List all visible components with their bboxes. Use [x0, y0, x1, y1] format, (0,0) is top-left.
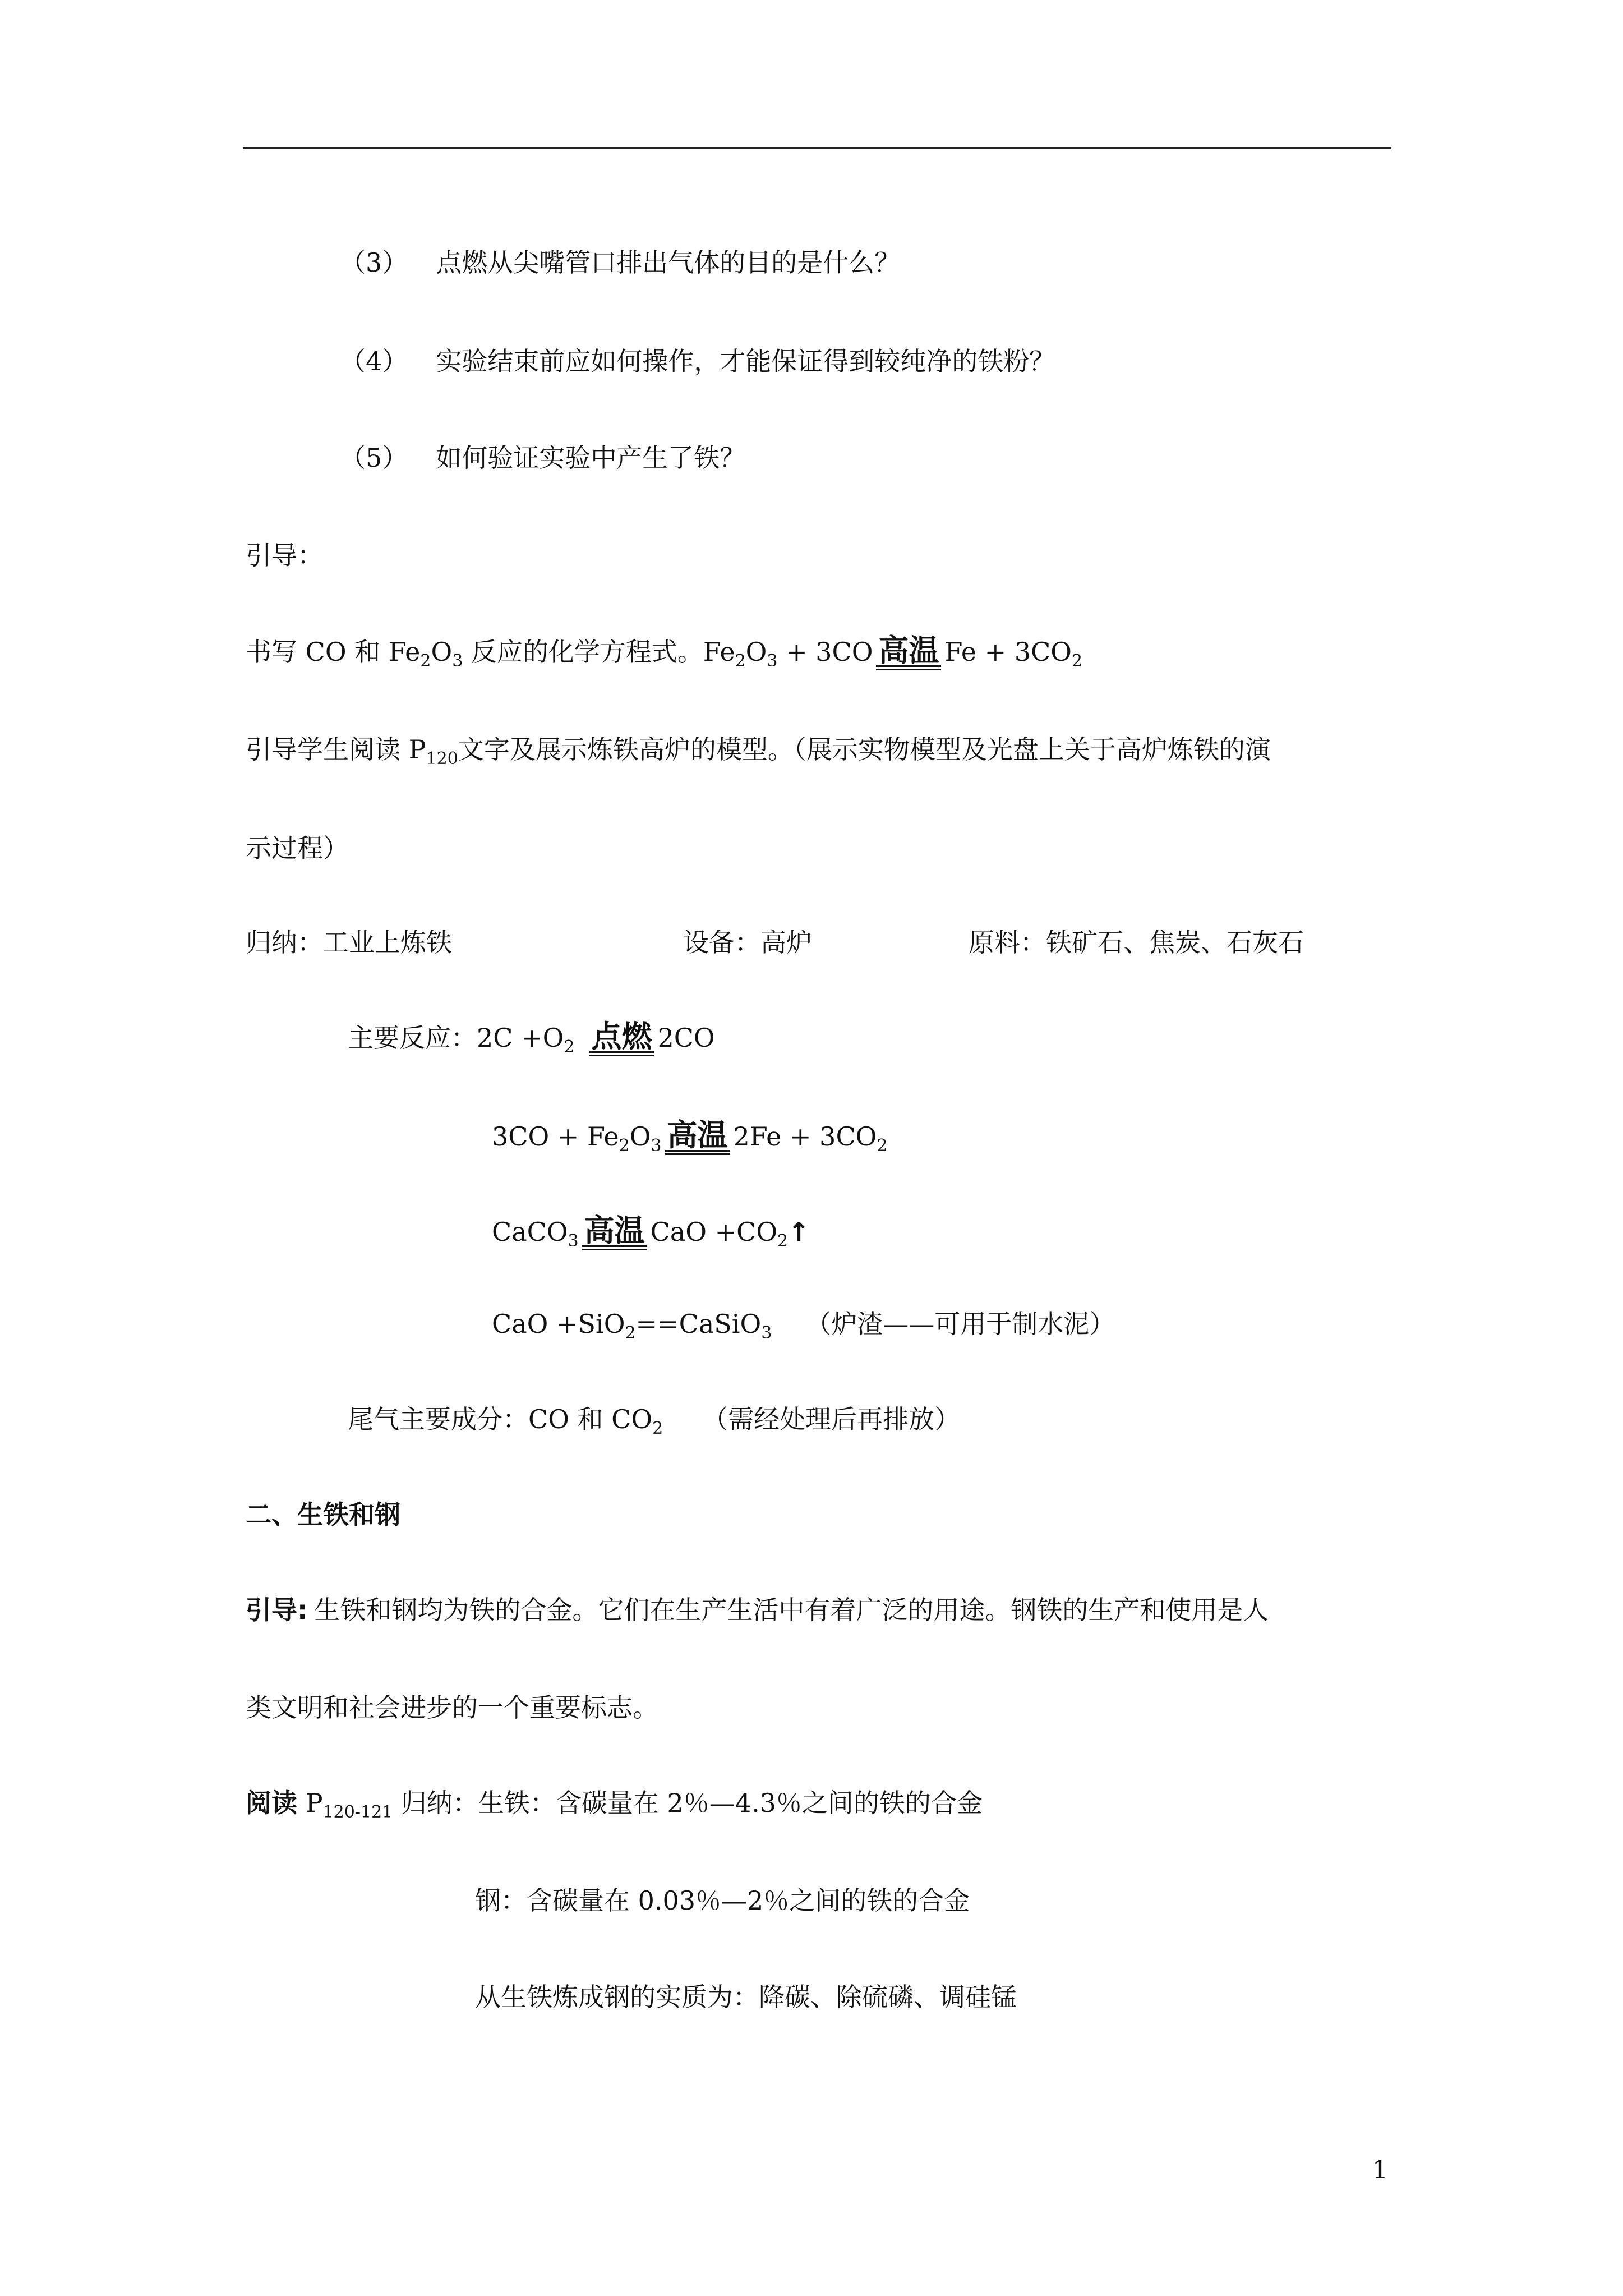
subscript: 120-121	[322, 1802, 393, 1822]
subscript: 2	[1072, 651, 1083, 671]
text: 归纳：生铁：含碳量在 2％—4.3％之间的铁的合金	[393, 1788, 983, 1818]
subscript: 3	[761, 1323, 772, 1343]
reaction-condition: 高温	[582, 1216, 647, 1250]
text: ==CaSiO	[635, 1309, 762, 1339]
subscript: 2	[564, 1037, 575, 1057]
reaction-2	[492, 1117, 888, 1156]
read-label: 阅读	[246, 1788, 297, 1818]
intro-para-line-2: 类文明和社会进步的一个重要标志。	[246, 1692, 658, 1723]
subscript: 2	[735, 651, 746, 671]
question-text: 如何验证实验中产生了铁？	[436, 443, 746, 473]
text: + 3CO	[777, 637, 873, 667]
text: 2CO	[657, 1023, 715, 1053]
reaction-condition: 高温	[876, 636, 941, 670]
subscript: 2	[877, 1136, 888, 1156]
reaction-condition: 点燃	[589, 1022, 654, 1056]
text: 尾气主要成分：CO 和 CO	[348, 1404, 653, 1434]
reactions-label: 主要反应：	[348, 1023, 477, 1053]
text: P	[297, 1788, 323, 1818]
question-number: （4）	[340, 346, 408, 376]
reaction-condition: 高温	[665, 1121, 730, 1155]
reaction-1	[348, 1021, 715, 1056]
subscript: 2	[420, 651, 431, 671]
tail-gas	[348, 1402, 960, 1436]
text: CaO +CO	[650, 1217, 778, 1247]
text: 2Fe + 3CO	[733, 1121, 877, 1152]
question-4	[340, 344, 1055, 378]
text: O	[431, 637, 453, 667]
reaction-4	[492, 1307, 1115, 1341]
text: 反应的化学方程式。Fe	[463, 637, 735, 667]
text: Fe + 3CO	[944, 637, 1072, 667]
page-number: 1	[1372, 2156, 1388, 2184]
read-summary	[246, 1786, 983, 1820]
summary-materials: 原料：铁矿石、焦炭、石灰石	[969, 927, 1304, 958]
question-number: （3）	[340, 247, 408, 278]
subscript: 2	[625, 1323, 636, 1343]
text: O	[745, 637, 767, 667]
reading-line-2: 示过程）	[246, 833, 349, 863]
question-text: 点燃从尖嘴管口排出气体的目的是什么？	[436, 247, 901, 278]
question-5	[340, 441, 745, 475]
tail-gas-note: （需经处理后再排放）	[702, 1404, 961, 1434]
equation-line	[246, 635, 1082, 670]
steelmaking-essence: 从生铁炼成钢的实质为：降碳、除硫磷、调硅锰	[475, 1982, 1017, 2012]
summary-equipment: 设备：高炉	[683, 927, 812, 958]
intro-label: 引导:	[246, 1595, 308, 1625]
subscript: 3	[568, 1231, 579, 1251]
header-rule	[243, 147, 1391, 149]
text: 3CO + Fe	[492, 1121, 619, 1152]
subscript: 2	[652, 1419, 663, 1438]
text: CaCO	[492, 1217, 568, 1247]
subscript: 3	[767, 651, 778, 671]
steel-definition: 钢：含碳量在 0.03％—2％之间的铁的合金	[475, 1885, 970, 1916]
question-3	[340, 246, 900, 279]
text: 生铁和钢均为铁的合金。它们在生产生活中有着广泛的用途。钢铁的生产和使用是人	[314, 1595, 1269, 1625]
text: 2C +O	[477, 1023, 564, 1053]
text: 引导学生阅读 P	[246, 734, 426, 765]
text: CaO +SiO	[492, 1309, 625, 1339]
subscript: 120	[426, 749, 458, 769]
reaction-3	[492, 1215, 810, 1250]
text: O	[629, 1121, 651, 1152]
subscript: 3	[651, 1136, 662, 1156]
question-number: （5）	[340, 443, 408, 473]
guide-label: 引导：	[246, 540, 323, 570]
subscript: 3	[452, 651, 463, 671]
subscript: 2	[777, 1231, 789, 1251]
reaction-note: （炉渣——可用于制水泥）	[805, 1309, 1115, 1339]
intro-para-line-1	[246, 1593, 1269, 1627]
text: 文字及展示炼铁高炉的模型。（展示实物模型及光盘上关于高炉炼铁的演	[458, 734, 1271, 765]
reading-line-1	[246, 733, 1271, 769]
gas-arrow-icon: ↑	[788, 1217, 810, 1247]
text: 书写 CO 和 Fe	[246, 637, 421, 667]
question-text: 实验结束前应如何操作，才能保证得到较纯净的铁粉？	[436, 346, 1055, 376]
subscript: 2	[619, 1136, 630, 1156]
summary-title: 归纳：工业上炼铁	[246, 927, 452, 958]
section-title: 二、生铁和钢	[246, 1499, 400, 1530]
